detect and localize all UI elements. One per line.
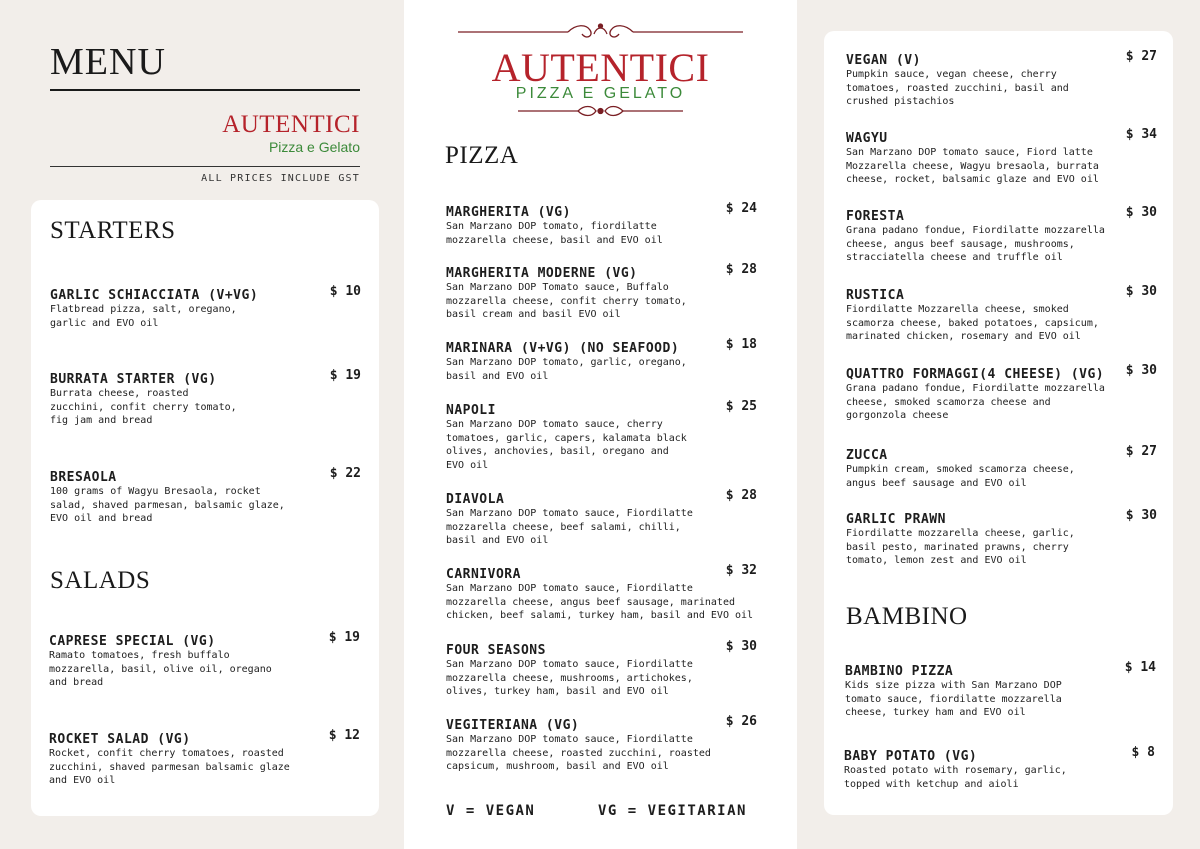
item-description: San Marzano DOP tomato sauce, Fiordilatte mozzarella cheese, mushrooms, artichokes, olives, turkey ham, basil and EVO oil [446,659,693,698]
item-name: VEGAN (V) [846,53,921,68]
item-price: $ 30 [1125,508,1157,523]
item-description: San Marzano DOP tomato, garlic, oregano, basil and EVO oil [446,357,687,382]
item-description: San Marzano DOP tomato sauce, Fiordilatte mozzarella cheese, roasted zucchini, roasted capsicum, mushroom, basil and EVO oil [446,734,711,773]
item-description: 100 grams of Wagyu Bresaola, rocket salad, shaved parmesan, balsamic glaze, EVO oil and bread [50,486,285,525]
prices-note: ALL PRICES INCLUDE GST [201,173,360,184]
item-price: $ 25 [725,399,757,414]
item-price: $ 14 [1124,660,1156,675]
item-price: $ 22 [329,466,361,481]
menu-item [845,660,1156,720]
item-description: San Marzano DOP tomato sauce, Fiordilatte mozzarella cheese, angus beef sausage, marinated chicken, beef salami, turkey ham, basil and EVO oil [446,583,754,622]
menu-item [50,466,361,526]
menu-item [446,639,757,699]
legend-vegetarian: VG = VEGITARIAN [598,803,747,819]
item-price: $ 28 [725,488,757,503]
logo-name: AUTENTICI [491,45,710,90]
logo [458,22,743,118]
item-price: $ 27 [1125,49,1157,64]
item-name: WAGYU [846,131,888,146]
item-name: DIAVOLA [446,492,505,507]
item-price: $ 19 [328,630,360,645]
item-description: Pumpkin cream, smoked scamorza cheese, angus beef sausage and EVO oil [846,464,1075,489]
item-name: FOUR SEASONS [446,643,546,658]
item-description: San Marzano DOP tomato sauce, cherry tomatoes, garlic, capers, kalamata black olives, anchovies, basil, oregano and EVO oil [446,419,687,471]
menu-item [446,262,757,322]
item-price: $ 30 [1125,284,1157,299]
logo-tagline: PIZZA E GELATO [515,85,686,102]
item-price: $ 30 [1125,363,1157,378]
menu-title: MENU [50,41,166,83]
item-name: BAMBINO PIZZA [845,664,954,679]
item-name: MARGHERITA MODERNE (VG) [446,266,638,281]
item-description: San Marzano DOP tomato sauce, Fiord latte Mozzarella cheese, Wagyu bresaola, burrata cheese, rocket, balsamic glaze and EVO oil [846,147,1099,186]
bambino-title: BAMBINO [846,603,968,630]
menu-item [446,337,757,383]
prices-divider [50,166,360,167]
item-price: $ 30 [725,639,757,654]
item-name: CAPRESE SPECIAL (VG) [49,634,216,649]
item-name: QUATTRO FORMAGGI(4 CHEESE) (VG) [846,367,1105,382]
menu-item [844,745,1155,791]
item-description: Rocket, confit cherry tomatoes, roasted zucchini, shaved parmesan balsamic glaze and EVO oil [49,748,290,787]
item-name: CARNIVORA [446,567,521,582]
menu-item [446,399,757,472]
item-price: $ 30 [1125,205,1157,220]
item-name: NAPOLI [446,403,496,418]
item-price: $ 34 [1125,127,1157,142]
item-price: $ 32 [725,563,757,578]
item-name: ROCKET SALAD (VG) [49,732,191,747]
brand-tagline: Pizza e Gelato [268,139,360,155]
menu-item [846,49,1157,109]
menu-item [846,205,1157,265]
item-description: Ramato tomatoes, fresh buffalo mozzarella, basil, olive oil, oregano and bread [49,650,272,689]
item-price: $ 28 [725,262,757,277]
item-description: Kids size pizza with San Marzano DOP tomato sauce, fiordilatte mozzarella cheese, turkey ham and EVO oil [845,680,1062,719]
item-name: GARLIC SCHIACCIATA (V+VG) [50,288,259,303]
item-name: ZUCCA [846,448,888,463]
item-description: Fiordilatte mozzarella cheese, garlic, basil pesto, marinated prawns, cherry tomato, lemon zest and EVO oil [846,528,1075,567]
item-description: San Marzano DOP tomato sauce, Fiordilatte mozzarella cheese, beef salami, chilli, basil and EVO oil [446,508,693,547]
starters-salads-card [31,200,379,816]
starters-title: STARTERS [50,217,176,244]
item-name: VEGITERIANA (VG) [446,718,580,733]
menu-item [846,284,1157,344]
item-price: $ 8 [1131,745,1155,760]
item-price: $ 27 [1125,444,1157,459]
menu-item [846,508,1157,568]
item-description: Roasted potato with rosemary, garlic, topped with ketchup and aioli [844,765,1067,790]
item-name: RUSTICA [846,288,905,303]
menu-item [50,368,361,428]
item-name: BRESAOLA [50,470,117,485]
item-description: San Marzano DOP Tomato sauce, Buffalo mozzarella cheese, confit cherry tomato, basil cream and basil EVO oil [446,282,687,321]
left-header [0,0,405,200]
brand-name: AUTENTICI [222,111,360,138]
brand-block [222,112,360,156]
item-description: Grana padano fondue, Fiordilatte mozzarella cheese, smoked scamorza cheese and gorgonzola cheese [846,383,1105,422]
item-description: Burrata cheese, roasted zucchini, confit cherry tomato, fig jam and bread [50,388,237,427]
menu-item [846,127,1157,187]
menu-item [49,630,360,690]
item-price: $ 10 [329,284,361,299]
item-price: $ 26 [725,714,757,729]
menu-divider [50,89,360,91]
menu-item [446,563,757,623]
menu-item [446,714,757,774]
legend-vegan: V = VEGAN [446,803,536,819]
menu-item [846,363,1157,423]
item-price: $ 18 [725,337,757,352]
item-name: MARGHERITA (VG) [446,205,571,220]
item-name: BABY POTATO (VG) [844,749,978,764]
item-description: San Marzano DOP tomato, fiordilatte mozzarella cheese, basil and EVO oil [446,221,663,246]
item-price: $ 12 [328,728,360,743]
menu-item [446,488,757,548]
pizza-title: PIZZA [445,142,519,169]
item-name: BURRATA STARTER (VG) [50,372,217,387]
menu-item [50,284,361,330]
item-name: GARLIC PRAWN [846,512,946,527]
item-description: Pumpkin sauce, vegan cheese, cherry tomatoes, roasted zucchini, basil and crushed pistachios [846,69,1069,108]
item-description: Flatbread pizza, salt, oregano, garlic and EVO oil [50,304,237,329]
item-name: FORESTA [846,209,905,224]
item-name: MARINARA (V+VG) (NO SEAFOOD) [446,341,680,356]
item-description: Grana padano fondue, Fiordilatte mozzarella cheese, angus beef sausage, mushrooms, stracciatella cheese and truffle oil [846,225,1105,264]
salads-title: SALADS [50,567,151,594]
menu-item [446,201,757,247]
item-description: Fiordilatte Mozzarella cheese, smoked scamorza cheese, baked potatoes, capsicum, marinated chicken, rosemary and EVO oil [846,304,1099,343]
specials-bambino-card [824,31,1173,815]
menu-item [49,728,360,788]
menu-item [846,444,1157,490]
item-price: $ 24 [725,201,757,216]
item-price: $ 19 [329,368,361,383]
